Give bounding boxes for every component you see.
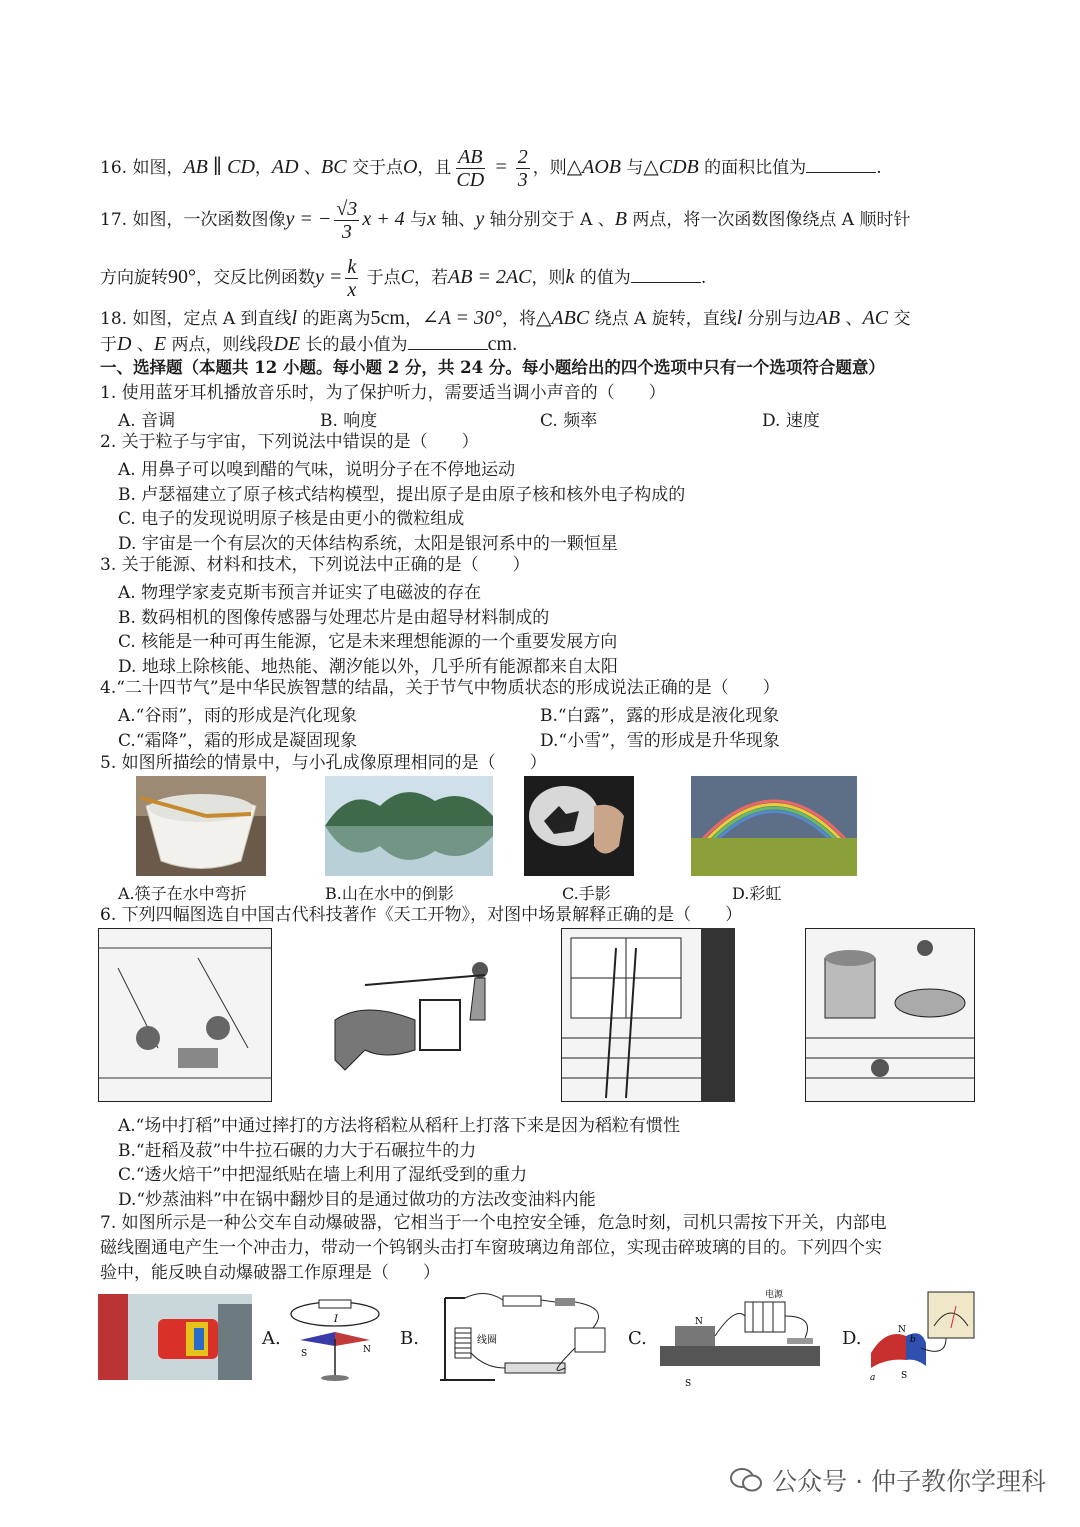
answer-blank[interactable] — [408, 331, 488, 350]
magnet-n-label: N — [898, 1325, 906, 1335]
question-17-line1: 17. 如图，一次函数图像y = − $\frac{√3}{3}$ x + 4 与x 轴、y 轴分别交于 A 、B 两点，将一次函数图像绕点 A 顺时针 — [100, 198, 911, 243]
q7-option-d[interactable]: D. — [842, 1328, 862, 1349]
q4-option-b[interactable]: B.“白露”，露的形成是液化现象 — [540, 706, 780, 726]
hand-shadow-image — [524, 776, 634, 876]
q4-option-a[interactable]: A.“谷雨”，雨的形成是汽化现象 — [118, 706, 358, 726]
q1-option-d[interactable]: D. 速度 — [762, 411, 820, 431]
question-7-line1: 7. 如图所示是一种公交车自动爆破器，它相当于一个电控安全锤，危急时刻，司机只需按下开关，内部电 — [100, 1213, 887, 1233]
magnet-rail-figure — [655, 1286, 825, 1390]
question-16: 16. 如图，AB ∥ CD，AD 、BC 交于点O，且 $\frac{AB}{CD}$ = $\frac{2}{3}$ ，则△AOB 与△CDB 的面积比值为 . — [100, 146, 882, 191]
question-1-stem: 1. 使用蓝牙耳机播放音乐时，为了保护听力，需要适当调小声音的（ ） — [100, 383, 666, 403]
q1-option-a[interactable]: A. 音调 — [118, 411, 176, 431]
q1-option-c[interactable]: C. 频率 — [540, 411, 598, 431]
q5-option-c[interactable]: C.手影 — [562, 884, 611, 903]
wechat-watermark — [730, 1462, 1046, 1498]
watermark-text: 公众号 · 仲子教你学理科 — [772, 1467, 1046, 1496]
generator-galvanometer-figure — [866, 1288, 986, 1388]
q3-option-b[interactable]: B. 数码相机的图像传感器与处理芯片是由超导材料制成的 — [118, 608, 550, 628]
question-5-stem: 5. 如图所描绘的情景中，与小孔成像原理相同的是（ ） — [100, 753, 547, 773]
question-6-stem: 6. 下列四幅图选自中国古代科技著作《天工开物》，对图中场景解释正确的是（ ） — [100, 905, 743, 925]
q4-option-c[interactable]: C.“霜降”，霜的形成是凝固现象 — [118, 731, 358, 751]
current-compass-figure — [285, 1292, 385, 1384]
q6-option-b[interactable]: B.“赶稻及菽”中牛拉石碾的力大于石碾拉牛的力 — [118, 1141, 477, 1161]
wire-end-b-label: b — [910, 1335, 916, 1345]
answer-blank[interactable] — [806, 154, 876, 173]
q2-option-c[interactable]: C. 电子的发现说明原子核是由更小的微粒组成 — [118, 509, 465, 529]
bus-breaker-photo — [98, 1294, 252, 1380]
q7-option-c[interactable]: C. — [628, 1328, 647, 1349]
q7-option-a[interactable]: A. — [262, 1328, 281, 1349]
q3-option-d[interactable]: D. 地球上除核能、地热能、潮汐能以外，几乎所有能源都来自太阳 — [118, 657, 618, 677]
q1-option-b[interactable]: B. 响度 — [320, 411, 378, 431]
q2-option-d[interactable]: D. 宇宙是一个有层次的天体结构系统，太阳是银河系中的一颗恒星 — [118, 534, 618, 554]
q2-option-b[interactable]: B. 卢瑟福建立了原子核式结构模型，提出原子是由原子核和核外电子构成的 — [118, 485, 686, 505]
question-7-line3: 验中，能反映自动爆破器工作原理是（ ） — [100, 1263, 440, 1283]
question-18-line2: 于D 、E 两点，则线段DE 长的最小值为 cm. — [100, 333, 518, 355]
bowl-chopsticks-image — [136, 776, 266, 876]
section-title: 一、选择题（本题共 12 小题。每小题 2 分，共 24 分。每小题给出的四个选项中只有一个选项符合题意） — [100, 358, 885, 377]
mountain-reflection-image — [325, 776, 493, 876]
fraction-2-3: $\frac{2}{3}$ — [517, 146, 528, 191]
rainbow-image — [691, 776, 857, 876]
q6-option-d[interactable]: D.“炒蒸油料”中在锅中翻炒目的是通过做功的方法改变油料内能 — [118, 1190, 596, 1210]
q4-option-d[interactable]: D.“小雪”，雪的形成是升华现象 — [540, 731, 780, 751]
fraction-sqrt3-3: $\frac{√3}{3}$ — [336, 198, 358, 243]
q2-option-a[interactable]: A. 用鼻子可以嗅到醋的气味，说明分子在不停地运动 — [118, 460, 516, 480]
q7-option-b[interactable]: B. — [400, 1328, 419, 1349]
compass-s-label: S — [301, 1349, 308, 1359]
current-label: I — [334, 1314, 338, 1325]
fraction-ab-cd: $\frac{AB}{CD}$ — [456, 146, 485, 191]
question-17-line2: 方向旋转90°，交反比例函数y = $\frac{k}{x}$ 于点C，若AB = 2AC，则k 的值为 . — [100, 256, 707, 301]
ox-plowing-illustration — [325, 940, 505, 1090]
magnet-s-label: S — [685, 1379, 692, 1389]
wechat-icon — [730, 1466, 762, 1494]
fraction-k-x: $\frac{k}{x}$ — [347, 256, 357, 301]
q6-option-a[interactable]: A.“场中打稻”中通过摔打的方法将稻粒从稻秆上打落下来是因为稻粒有惯性 — [118, 1116, 681, 1136]
question-2-stem: 2. 关于粒子与宇宙，下列说法中错误的是（ ） — [100, 432, 479, 452]
wire-end-a-label: a — [870, 1373, 876, 1383]
threshing-rice-illustration — [98, 928, 272, 1102]
drying-paper-illustration — [561, 928, 735, 1102]
question-18-line1: 18. 如图，定点 A 到直线l 的距离为5cm，∠A = 30°，将△ABC 绕点 A 旋转，直线l 分别与边AB 、AC 交 — [100, 307, 911, 329]
magnet-n-label: N — [695, 1317, 703, 1327]
compass-n-label: N — [363, 1345, 371, 1355]
coil-circuit-figure — [425, 1288, 615, 1388]
magnet-s-label: S — [901, 1371, 908, 1381]
question-4-stem: 4.“二十四节气”是中华民族智慧的结晶，关于节气中物质状态的形成说法正确的是（ ） — [100, 678, 780, 698]
q6-option-c[interactable]: C.“透火焙干”中把湿纸贴在墙上利用了湿纸受到的重力 — [118, 1165, 528, 1185]
coil-label: 线圈 — [477, 1335, 497, 1346]
q3-option-a[interactable]: A. 物理学家麦克斯韦预言并证实了电磁波的存在 — [118, 583, 482, 603]
question-3-stem: 3. 关于能源、材料和技术，下列说法中正确的是（ ） — [100, 555, 530, 575]
q5-option-d[interactable]: D.彩虹 — [732, 884, 782, 903]
question-7-line2: 磁线圈通电产生一个冲击力，带动一个钨钢头击打车窗玻璃边角部位，实现击碎玻璃的目的。下列四个实 — [100, 1238, 882, 1258]
q3-option-c[interactable]: C. 核能是一种可再生能源，它是未来理想能源的一个重要发展方向 — [118, 632, 618, 652]
q5-option-a[interactable]: A.筷子在水中弯折 — [118, 884, 247, 903]
q5-option-b[interactable]: B.山在水中的倒影 — [325, 884, 454, 903]
answer-blank[interactable] — [631, 264, 701, 283]
power-label: 电源 — [765, 1290, 784, 1300]
stir-frying-illustration — [805, 928, 975, 1102]
